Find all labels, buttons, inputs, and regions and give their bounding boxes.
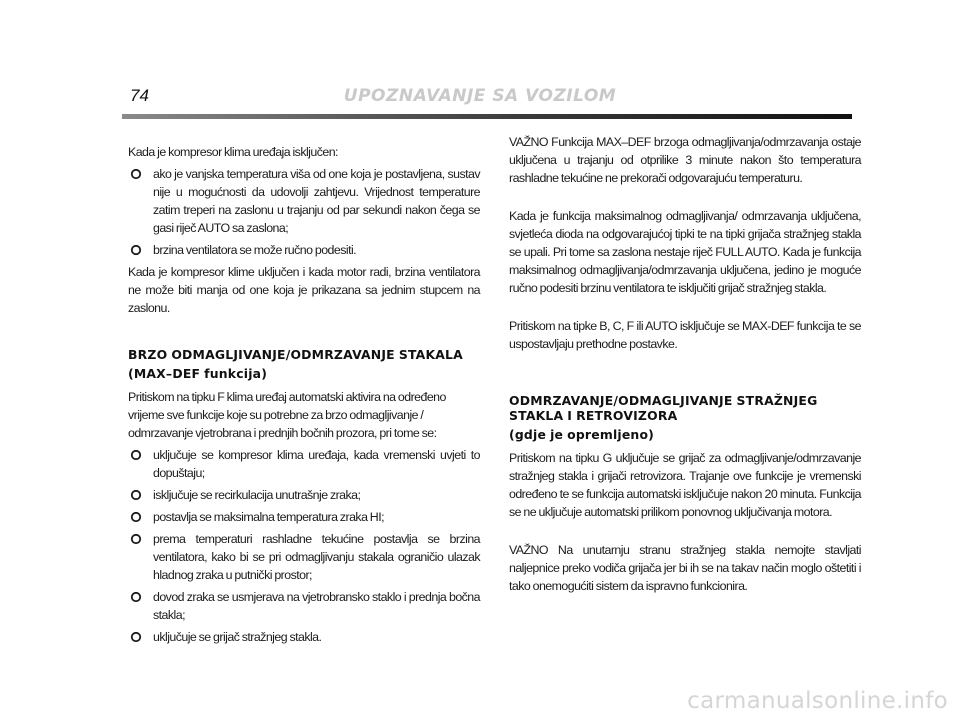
header-rule bbox=[122, 114, 852, 119]
list-item bbox=[128, 508, 480, 526]
compressor-on-text: Kada je kompresor klime uključen i kada motor radi, brzina ventilatora ne može biti manja od one koja je prikazana sa jednim stupcem na zaslonu. bbox=[128, 265, 480, 315]
intro-bullet-list bbox=[128, 165, 480, 259]
list-item-text: isključuje se recirkulacija unutrašnje zraka; bbox=[153, 488, 361, 502]
list-item bbox=[128, 530, 480, 584]
max-def-off-text: Pritiskom na tipke B, C, F ili AUTO isključuje se MAX-DEF funkcija te se uspostavljaju prethodne postavke. bbox=[509, 319, 861, 351]
section-heading-rear-defrost: ODMRZAVANJE/ODMAGLJIVANJE STRAŽNJEG STAKLA I RETROVIZORA bbox=[509, 393, 818, 423]
intro-text: Kada je kompresor klima uređaja isključen: bbox=[128, 145, 338, 159]
bullet-ring-icon bbox=[130, 591, 142, 603]
list-item-text: ako je vanjska temperatura viša od one koja je postavljena, sustav nije u mogućnosti da udovolji zahtjevu. Vrijednost temperature zatim treperi na zaslonu u trajanju od par sekundi nakon čega se gasi riječ AUTO sa zaslona; bbox=[153, 167, 480, 235]
section-subheading-max-def: (MAX–DEF funkcija) bbox=[128, 366, 268, 381]
page-header-title: UPOZNAVANJE SA VOZILOM bbox=[343, 86, 617, 106]
list-item bbox=[128, 588, 480, 624]
bullet-ring-icon bbox=[130, 511, 142, 523]
list-item bbox=[128, 446, 480, 482]
max-def-led-text: Kada je funkcija maksimalnog odmagljivanja/ odmrzavanja uključena, svjetleća dioda na odgovarajućoj tipki te na tipki grijača stražnjeg stakla se upali. Pri tome sa zaslona nestaje riječ FULL AUTO. Kada je funkcija maksimalnog odmagljivanja/odmrzavanja uključena, jedino je moguće ručno podesiti brzinu ventilatora te isključiti grijač stražnjeg stakla. bbox=[509, 209, 861, 295]
max-def-intro-text: Pritiskom na tipku F klima uređaj automatski aktivira na određeno vrijeme sve funkcije koje su potrebne za brzo odmagljivanje / odmrzavanje vjetrobrana i prednjih bočnih prozora, pri tome se: bbox=[128, 390, 446, 440]
right-column bbox=[509, 133, 861, 599]
list-item bbox=[128, 486, 480, 504]
important-sticker-note: VAŽNO Na unutarnju stranu stražnjeg stakla nemojte stavljati naljepnice preko vodiča grijača jer bi ih se na takav način moglo oštetiti i tako onemogućiti sistem da ispravno funkcionira. bbox=[509, 543, 861, 593]
bullet-ring-icon bbox=[130, 168, 142, 180]
list-item bbox=[128, 165, 480, 237]
list-item-text: brzina ventilatora se može ručno podesiti. bbox=[153, 243, 357, 257]
bullet-ring-icon bbox=[130, 449, 142, 461]
max-def-bullet-list bbox=[128, 446, 480, 646]
list-item bbox=[128, 628, 480, 646]
bullet-ring-icon bbox=[130, 489, 142, 501]
list-item-text: postavlja se maksimalna temperatura zraka HI; bbox=[153, 510, 384, 524]
list-item-text: dovod zraka se usmjerava na vjetrobransko staklo i prednja bočna stakla; bbox=[153, 590, 480, 622]
list-item-text: uključuje se grijač stražnjeg stakla. bbox=[153, 630, 322, 644]
list-item bbox=[128, 241, 480, 259]
site-watermark: carmanualsonline.info bbox=[687, 688, 948, 714]
rear-defrost-text: Pritiskom na tipku G uključuje se grijač za odmagljivanje/odmrzavanje stražnjeg stakla i grijači retrovizora. Trajanje ove funkcije je vremenski određeno te se funkcija automatski isključuje nakon 20 minuta. Funkcija se ne uključuje automatski prilikom ponovnog uključivanja motora. bbox=[509, 451, 861, 519]
bullet-ring-icon bbox=[130, 244, 142, 256]
bullet-ring-icon bbox=[130, 533, 142, 545]
bullet-ring-icon bbox=[130, 631, 142, 643]
section-subheading-where-equipped: (gdje je opremljeno) bbox=[509, 427, 655, 442]
list-item-text: uključuje se kompresor klima uređaja, kada vremenski uvjeti to dopuštaju; bbox=[153, 448, 480, 480]
left-column bbox=[128, 143, 480, 650]
list-item-text: prema temperaturi rashladne tekućine postavlja se brzina ventilatora, kako bi se pri odmagljivanju stakala ograničio ulazak hladnog zraka u putnički prostor; bbox=[153, 532, 480, 582]
section-heading-quick-defog: BRZO ODMAGLJIVANJE/ODMRZAVANJE STAKALA bbox=[128, 347, 463, 362]
important-max-def-note: VAŽNO Funkcija MAX–DEF brzoga odmagljivanja/odmrzavanja ostaje uključena u trajanju od otprilike 3 minute nakon što temperatura rashladne tekućine ne prekorači odgovarajuću temperaturu. bbox=[509, 135, 861, 185]
page-number: 74 bbox=[130, 86, 149, 105]
